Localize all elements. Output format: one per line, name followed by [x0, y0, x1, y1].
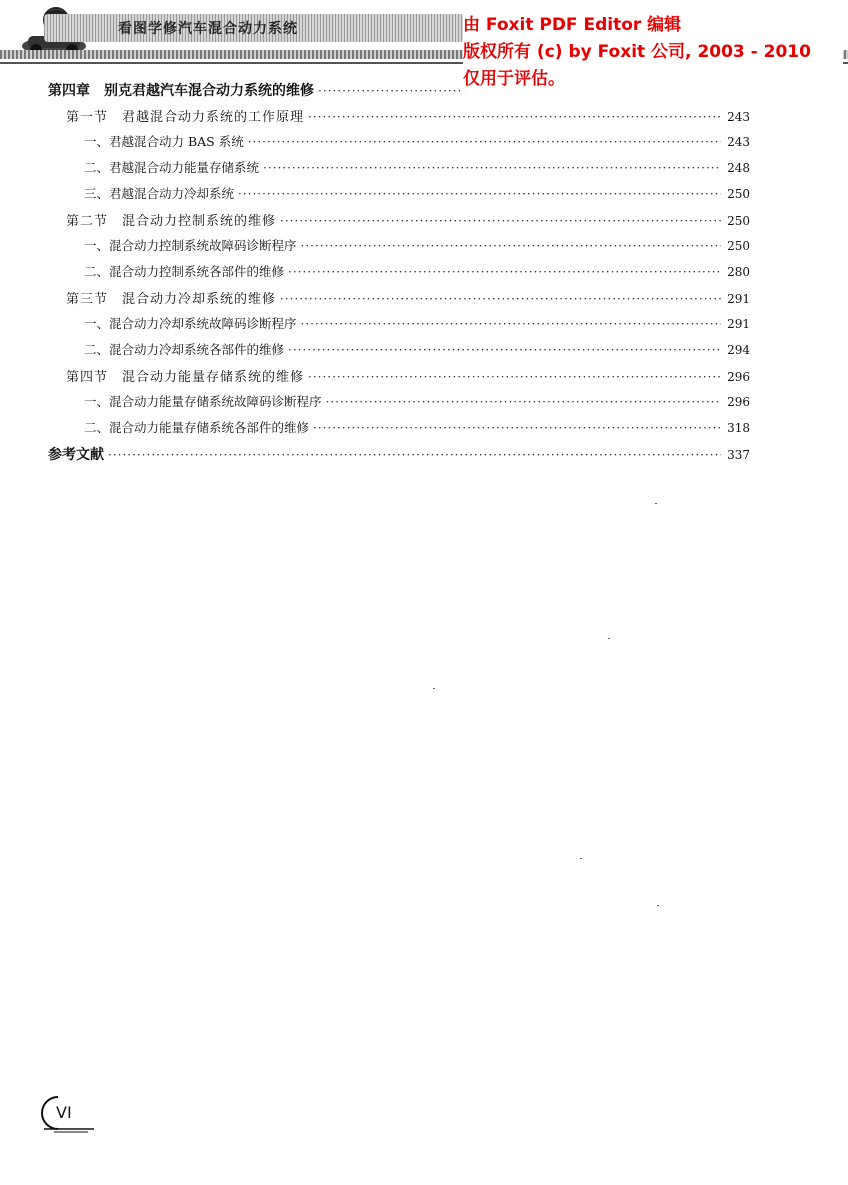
toc-leader — [280, 214, 721, 228]
toc-label: 三、君越混合动力冷却系统 — [84, 186, 235, 201]
toc-label: 二、君越混合动力能量存储系统 — [84, 160, 260, 175]
toc-label: 二、混合动力控制系统各部件的维修 — [84, 264, 285, 279]
toc-page: 318 — [727, 421, 750, 435]
toc-item[interactable] — [84, 418, 750, 438]
toc-page: 291 — [727, 317, 750, 331]
toc-item[interactable] — [84, 132, 750, 152]
toc-label: 二、混合动力冷却系统各部件的维修 — [84, 342, 285, 357]
toc-section[interactable] — [66, 106, 750, 126]
toc-page: 296 — [727, 395, 750, 409]
toc-label: 第三节 混合动力冷却系统的维修 — [66, 292, 277, 307]
toc-section[interactable] — [66, 288, 750, 308]
toc-page: 294 — [727, 343, 750, 357]
toc-page: 243 — [727, 110, 750, 124]
toc-leader — [248, 135, 721, 149]
toc-leader — [308, 370, 721, 384]
toc-leader — [238, 187, 721, 201]
toc-label: 第二节 混合动力控制系统的维修 — [66, 214, 277, 229]
toc-page: 250 — [727, 187, 750, 201]
toc-references[interactable] — [48, 444, 750, 464]
toc-section[interactable] — [66, 366, 750, 386]
toc-label: 二、混合动力能量存储系统各部件的维修 — [84, 420, 310, 435]
toc-label: 参考文献 — [48, 447, 104, 463]
toc-leader — [301, 239, 722, 253]
toc-section[interactable] — [66, 210, 750, 230]
toc-page: 250 — [727, 214, 750, 228]
toc-item[interactable] — [84, 340, 750, 360]
scan-speck — [608, 638, 610, 639]
toc-leader — [288, 265, 721, 279]
toc-leader — [288, 343, 721, 357]
toc-page: 248 — [727, 161, 750, 175]
watermark-line-3: 仅用于评估。 — [463, 69, 565, 89]
toc-label: 一、混合动力能量存储系统故障码诊断程序 — [84, 394, 322, 409]
toc-page: 337 — [727, 448, 750, 462]
toc-leader — [280, 292, 721, 306]
scan-speck — [657, 905, 659, 906]
toc-page: 280 — [727, 265, 750, 279]
toc-leader — [301, 317, 722, 331]
toc-item[interactable] — [84, 314, 750, 334]
scan-speck — [580, 858, 582, 859]
toc-label: 一、混合动力冷却系统故障码诊断程序 — [84, 316, 297, 331]
toc-item[interactable] — [84, 392, 750, 412]
page-number-badge — [36, 1093, 98, 1133]
toc-page: 296 — [727, 370, 750, 384]
toc-leader — [108, 448, 721, 462]
toc-item[interactable] — [84, 158, 750, 178]
toc-label: 一、君越混合动力 BAS 系统 — [84, 134, 244, 149]
page-number: VI — [56, 1103, 72, 1122]
book-title: 看图学修汽车混合动力系统 — [118, 21, 298, 37]
toc-page: 243 — [727, 135, 750, 149]
watermark-line-2: 版权所有 (c) by Foxit 公司, 2003 - 2010 — [463, 42, 811, 62]
toc-page: 250 — [727, 239, 750, 253]
toc-label: 第四章 别克君越汽车混合动力系统的维修 — [48, 83, 314, 99]
toc-page: 291 — [727, 292, 750, 306]
toc-label: 一、混合动力控制系统故障码诊断程序 — [84, 238, 297, 253]
toc-label: 第四节 混合动力能量存储系统的维修 — [66, 370, 305, 385]
toc-item[interactable] — [84, 262, 750, 282]
toc-label: 第一节 君越混合动力系统的工作原理 — [66, 110, 305, 125]
toc-leader — [318, 84, 460, 98]
toc-leader — [313, 421, 721, 435]
toc-leader — [263, 161, 721, 175]
scan-speck — [655, 503, 657, 504]
watermark-line-1: 由 Foxit PDF Editor 编辑 — [463, 15, 682, 35]
toc-chapter[interactable] — [48, 80, 460, 100]
toc-leader — [308, 110, 721, 124]
toc-item[interactable] — [84, 184, 750, 204]
scan-speck — [433, 688, 435, 689]
foxit-watermark — [463, 12, 843, 93]
toc-item[interactable] — [84, 236, 750, 256]
toc-leader — [326, 395, 722, 409]
